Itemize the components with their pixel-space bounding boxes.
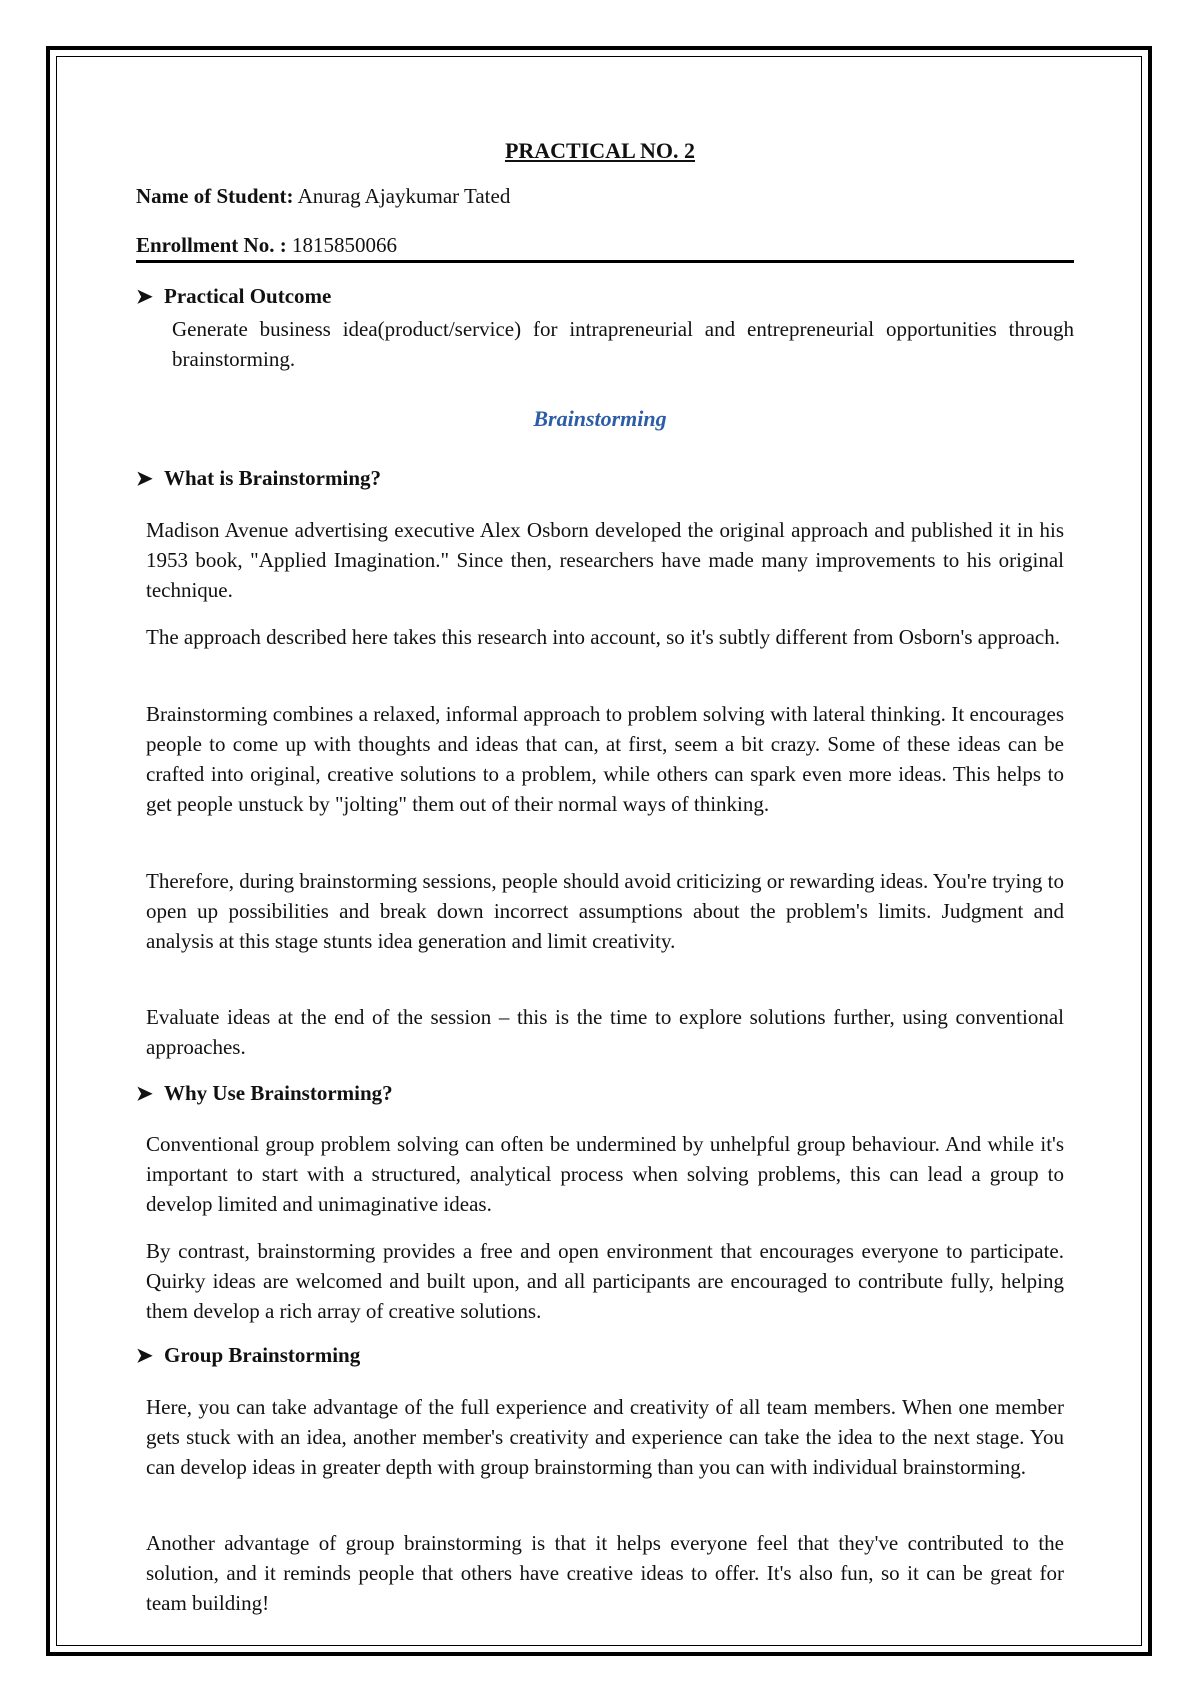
- practical-title: PRACTICAL NO. 2: [504, 138, 696, 163]
- enrollment-label: Enrollment No. :: [136, 233, 287, 257]
- header-divider: [136, 260, 1074, 263]
- arrowhead-bullet-icon: ➤: [136, 1083, 153, 1105]
- what-paragraph-4: Therefore, during brainstorming sessions, people should avoid criticizing or rewarding ideas. You're trying to open up possibilities and break down incorrect assumptions about the problem's limits. Judgment and analysis at this stage stunts idea generation and limit creativity.: [146, 869, 1064, 953]
- what-heading-text: What is Brainstorming?: [164, 466, 382, 490]
- group-paragraph-1: Here, you can take advantage of the full experience and creativity of all team members. When one member gets stuck with an idea, another member's creativity and experience can take the idea to the next stage. You can develop ideas in greater depth with group brainstorming than you can with individual brainstorming.: [146, 1395, 1064, 1479]
- section-title: Brainstorming: [533, 406, 667, 431]
- why-paragraph-2: By contrast, brainstorming provides a free and open environment that encourages everyone to participate. Quirky ideas are welcomed and built upon, and all participants are encouraged to contribute fully, helping them develop a rich array of creative solutions.: [146, 1239, 1064, 1323]
- what-paragraph-1: Madison Avenue advertising executive Alex Osborn developed the original approach and published it in his 1953 book, "Applied Imagination." Since then, researchers have made many improvements to his original technique.: [146, 518, 1064, 602]
- group-heading-text: Group Brainstorming: [164, 1343, 361, 1367]
- arrowhead-bullet-icon: ➤: [136, 286, 153, 308]
- enrollment-line: [136, 233, 397, 258]
- outcome-heading-text: Practical Outcome: [164, 284, 332, 308]
- what-paragraph-5: Evaluate ideas at the end of the session – this is the time to explore solutions further, using conventional approaches.: [146, 1005, 1064, 1059]
- arrowhead-bullet-icon: ➤: [136, 1345, 153, 1367]
- enrollment-value: 1815850066: [291, 233, 397, 257]
- student-name-line: [136, 184, 510, 209]
- group-paragraph-2: Another advantage of group brainstorming is that it helps everyone feel that they've contributed to the solution, and it reminds people that others have creative ideas to offer. It's also fun, so it can be great for team building!: [146, 1531, 1064, 1615]
- arrowhead-bullet-icon: ➤: [136, 468, 153, 490]
- why-heading-text: Why Use Brainstorming?: [164, 1081, 393, 1105]
- why-paragraph-1: Conventional group problem solving can often be undermined by unhelpful group behaviour. And while it's important to start with a structured, analytical process when solving problems, this can lead a group to develop limited and unimaginative ideas.: [146, 1132, 1064, 1216]
- student-name-value: Anurag Ajaykumar Tated: [297, 184, 511, 208]
- what-paragraph-2: The approach described here takes this research into account, so it's subtly different from Osborn's approach.: [146, 625, 1060, 649]
- outcome-heading: [136, 284, 331, 309]
- group-heading: [136, 1343, 360, 1368]
- what-heading: [136, 466, 381, 491]
- student-name-label: Name of Student:: [136, 184, 294, 208]
- what-paragraph-3: Brainstorming combines a relaxed, informal approach to problem solving with lateral thinking. It encourages people to come up with thoughts and ideas that can, at first, seem a bit crazy. Some of these ideas can be crafted into original, creative solutions to a problem, while others can spark even more ideas. This helps to get people unstuck by "jolting" them out of their normal ways of thinking.: [146, 702, 1064, 816]
- outcome-text: Generate business idea(product/service) for intrapreneurial and entrepreneurial opportunities through brainstorming.: [172, 317, 1074, 371]
- why-heading: [136, 1081, 393, 1106]
